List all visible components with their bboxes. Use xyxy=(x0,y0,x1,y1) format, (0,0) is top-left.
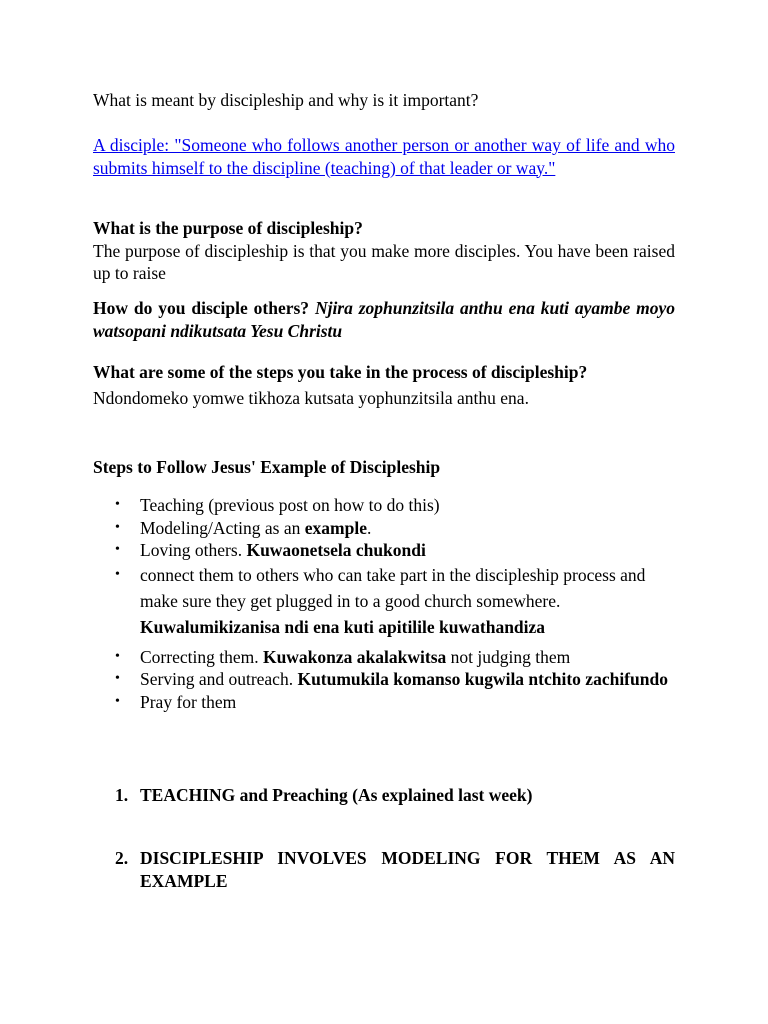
purpose-question: What is the purpose of discipleship? xyxy=(93,218,363,238)
numbered-item-text: TEACHING and Preaching (As explained last week) xyxy=(140,785,533,805)
how-question: How do you disciple others? xyxy=(93,298,310,318)
bullet-bold-text: Kuwalumikizanisa ndi ena kuti apitilile kuwathandiza xyxy=(140,616,546,637)
item-number: 1. xyxy=(115,785,129,805)
list-item xyxy=(93,494,675,517)
bullet-text: Pray for them xyxy=(140,691,237,712)
bullet-icon: • xyxy=(115,497,120,512)
bullet-text-end: . xyxy=(366,517,372,538)
steps-answer: Ndondomeko yomwe tikhoza kutsata yophunzitsila anthu ena. xyxy=(93,388,529,408)
bullet-bold-text: example xyxy=(304,517,367,538)
bullet-text: connect them to others who can take part in the discipleship process and make sure they get plugged in to a good church somewhere. xyxy=(140,564,646,611)
intro-question: What is meant by discipleship and why is it important? xyxy=(93,90,479,110)
definition-paragraph xyxy=(93,134,675,179)
steps-bullet-list xyxy=(93,494,675,713)
follow-heading: Steps to Follow Jesus' Example of Discipleship xyxy=(93,457,441,477)
bullet-icon: • xyxy=(115,542,120,557)
list-item xyxy=(93,668,675,691)
purpose-section xyxy=(93,217,675,285)
numbered-item-modeling xyxy=(93,847,675,892)
bullet-icon: • xyxy=(115,566,120,582)
bullet-text: Teaching (previous post on how to do this) xyxy=(140,495,440,515)
bullet-bold-text: Kuwaonetsela chukondi xyxy=(246,540,426,560)
bullet-text-end: not judging them xyxy=(446,646,571,667)
list-item xyxy=(93,539,675,562)
bullet-icon: • xyxy=(115,693,120,709)
bullet-bold-text: Kuwakonza akalakwitsa xyxy=(262,646,447,667)
list-item xyxy=(93,646,675,669)
bullet-icon: • xyxy=(115,648,120,664)
bullet-text: Correcting them. xyxy=(140,646,263,667)
numbered-item-text: DISCIPLESHIP INVOLVES MODELING FOR THEM AS AN EXAMPLE xyxy=(140,848,675,891)
definition-link[interactable]: A disciple: "Someone who follows another person or another way of life and who submits himself to the discipline (teaching) of that leader or way." xyxy=(93,135,675,178)
bullet-text: Loving others. xyxy=(140,540,247,560)
how-section xyxy=(93,297,675,342)
list-item xyxy=(93,691,675,714)
steps-question: What are some of the steps you take in the process of discipleship? xyxy=(93,362,588,382)
bullet-text: Modeling/Acting as an xyxy=(140,517,305,538)
how-translation: Njira zophunzitsila anthu ena kuti ayambe moyo watsopani ndikutsata Yesu Christu xyxy=(93,298,676,341)
steps-section xyxy=(93,359,675,411)
bullet-icon: • xyxy=(115,519,120,535)
bullet-icon: • xyxy=(115,671,120,686)
purpose-answer: The purpose of discipleship is that you make more disciples. You have been raised up to raise xyxy=(93,240,675,283)
item-number: 2. xyxy=(115,848,129,868)
list-item xyxy=(93,517,675,540)
list-item xyxy=(93,562,675,646)
bullet-text: Serving and outreach. xyxy=(140,669,298,689)
numbered-item-teaching xyxy=(93,784,675,807)
bullet-bold-text: Kutumukila komanso kugwila ntchito zachifundo xyxy=(297,669,668,689)
